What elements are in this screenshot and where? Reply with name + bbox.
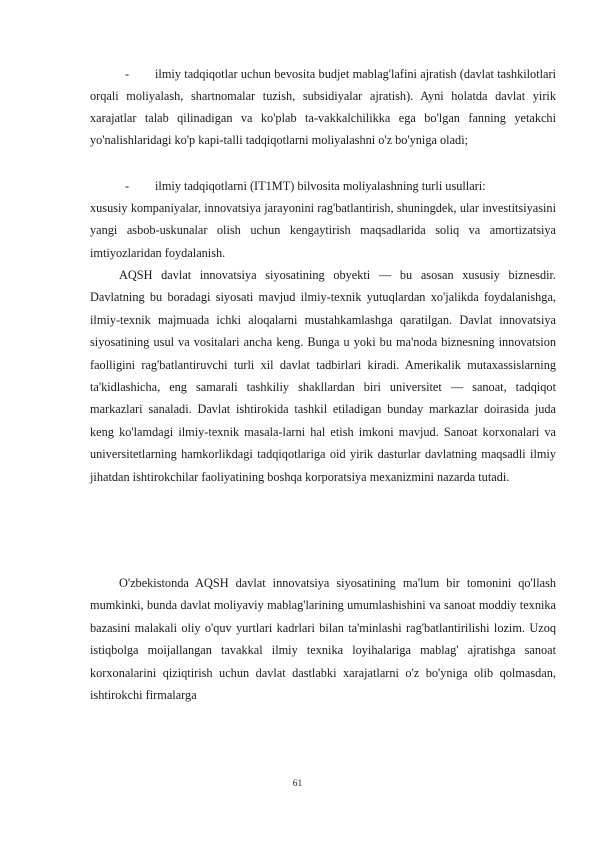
continuation-paragraph: xususiy kompaniyalar, innovatsiya jarayonini rag'batlantirish, shuningdek, ular investitsiyasini yangi asbob-uskunalar olish uchun kengaytirish maqsadlarida soliq va amortizatsiya imtiyozlaridan foydalanish. — [90, 201, 556, 260]
list-bullet: - — [125, 67, 130, 81]
paragraph-uzbekistan: O'zbekistonda AQSH davlat innovatsiya siyosatining ma'lum bir tomonini qo'llash mumkinki, bunda davlat moliyaviy mablag'larining umumlashishini va sanoat moddiy texnika bazasini malakali oliy o'quv yurtlari kadrlari bilan ta'minlashi rag'batlantirilishi lozim. Uzoq istiqbolga moijallangan tavakkal ilmiy texnika loyihalariga mablag' ajratishga sanoat korxonalarini qiziqtirish uchun davlat dastlabki xarajatlarni o'z bo'yniga olib qolmasdan, ishtirokchi firmalarga — [90, 576, 556, 703]
paragraph-us-innovation-policy: AQSH davlat innovatsiya siyosatining obyekti — bu asosan xususiy biznesdir. Davlatning bu boradagi siyosati mavjud ilmiy-texnik yutuqlardan xo'jalikda foydalanishga, ilmiy-texnik majmuada ichki aloqalarni mustahkamlashga qaratilgan. Davlat innovatsiya siyosatining usul va vositalari ancha keng. Bunga u yoki bu ma'noda biznesning innovatsion faolligini rag'batlantiruvchi turli xil davlat tadbirlari kiradi. Amerikalik mutaxassislarning ta'kidlashicha, eng samarali tashkiliy shakllardan biri universitet — sanoat, tadqiqot markazlari sanaladi. Davlat ishtirokida tashkil etiladigan bunday markazlar doirasida juda keng ko'lamdagi ilmiy-texnik masala-larni hal etish imkoni mavjud. Sanoat korxonalari va universitetlarning hamkorlikdagi tadqiqotlariga oid yirik dasturlar davlatning maqsadli ilmiy jihatdan ishtirokchilar faoliyatining boshqa korporatsiya mexanizmini nazarda tutadi. — [90, 268, 556, 484]
list-bullet: - — [125, 179, 130, 193]
list-item-direct-funding: ilmiy tadqiqotlar uchun bevosita budjet mablag'lafini ajratish (davlat tashkilotlari orqali moliyalash, shartnomalar tuzish, subsidiyalar ajratish). Ayni holatda davlat yirik xarajatlar talab qilinadigan va ko'plab ta-vakkalchilikka ega bo'lgan fanning yetakchi yo'nalishlaridagi ko'p kapi-talli tadqiqotlarni moliyalashni o'z bo'yniga oladi; — [90, 67, 556, 147]
page-number: 61 — [292, 779, 303, 789]
list-item-indirect-funding: ilmiy tadqiqotlarni (IT1MT) bilvosita moliyalashning turli usullari: — [155, 179, 486, 193]
